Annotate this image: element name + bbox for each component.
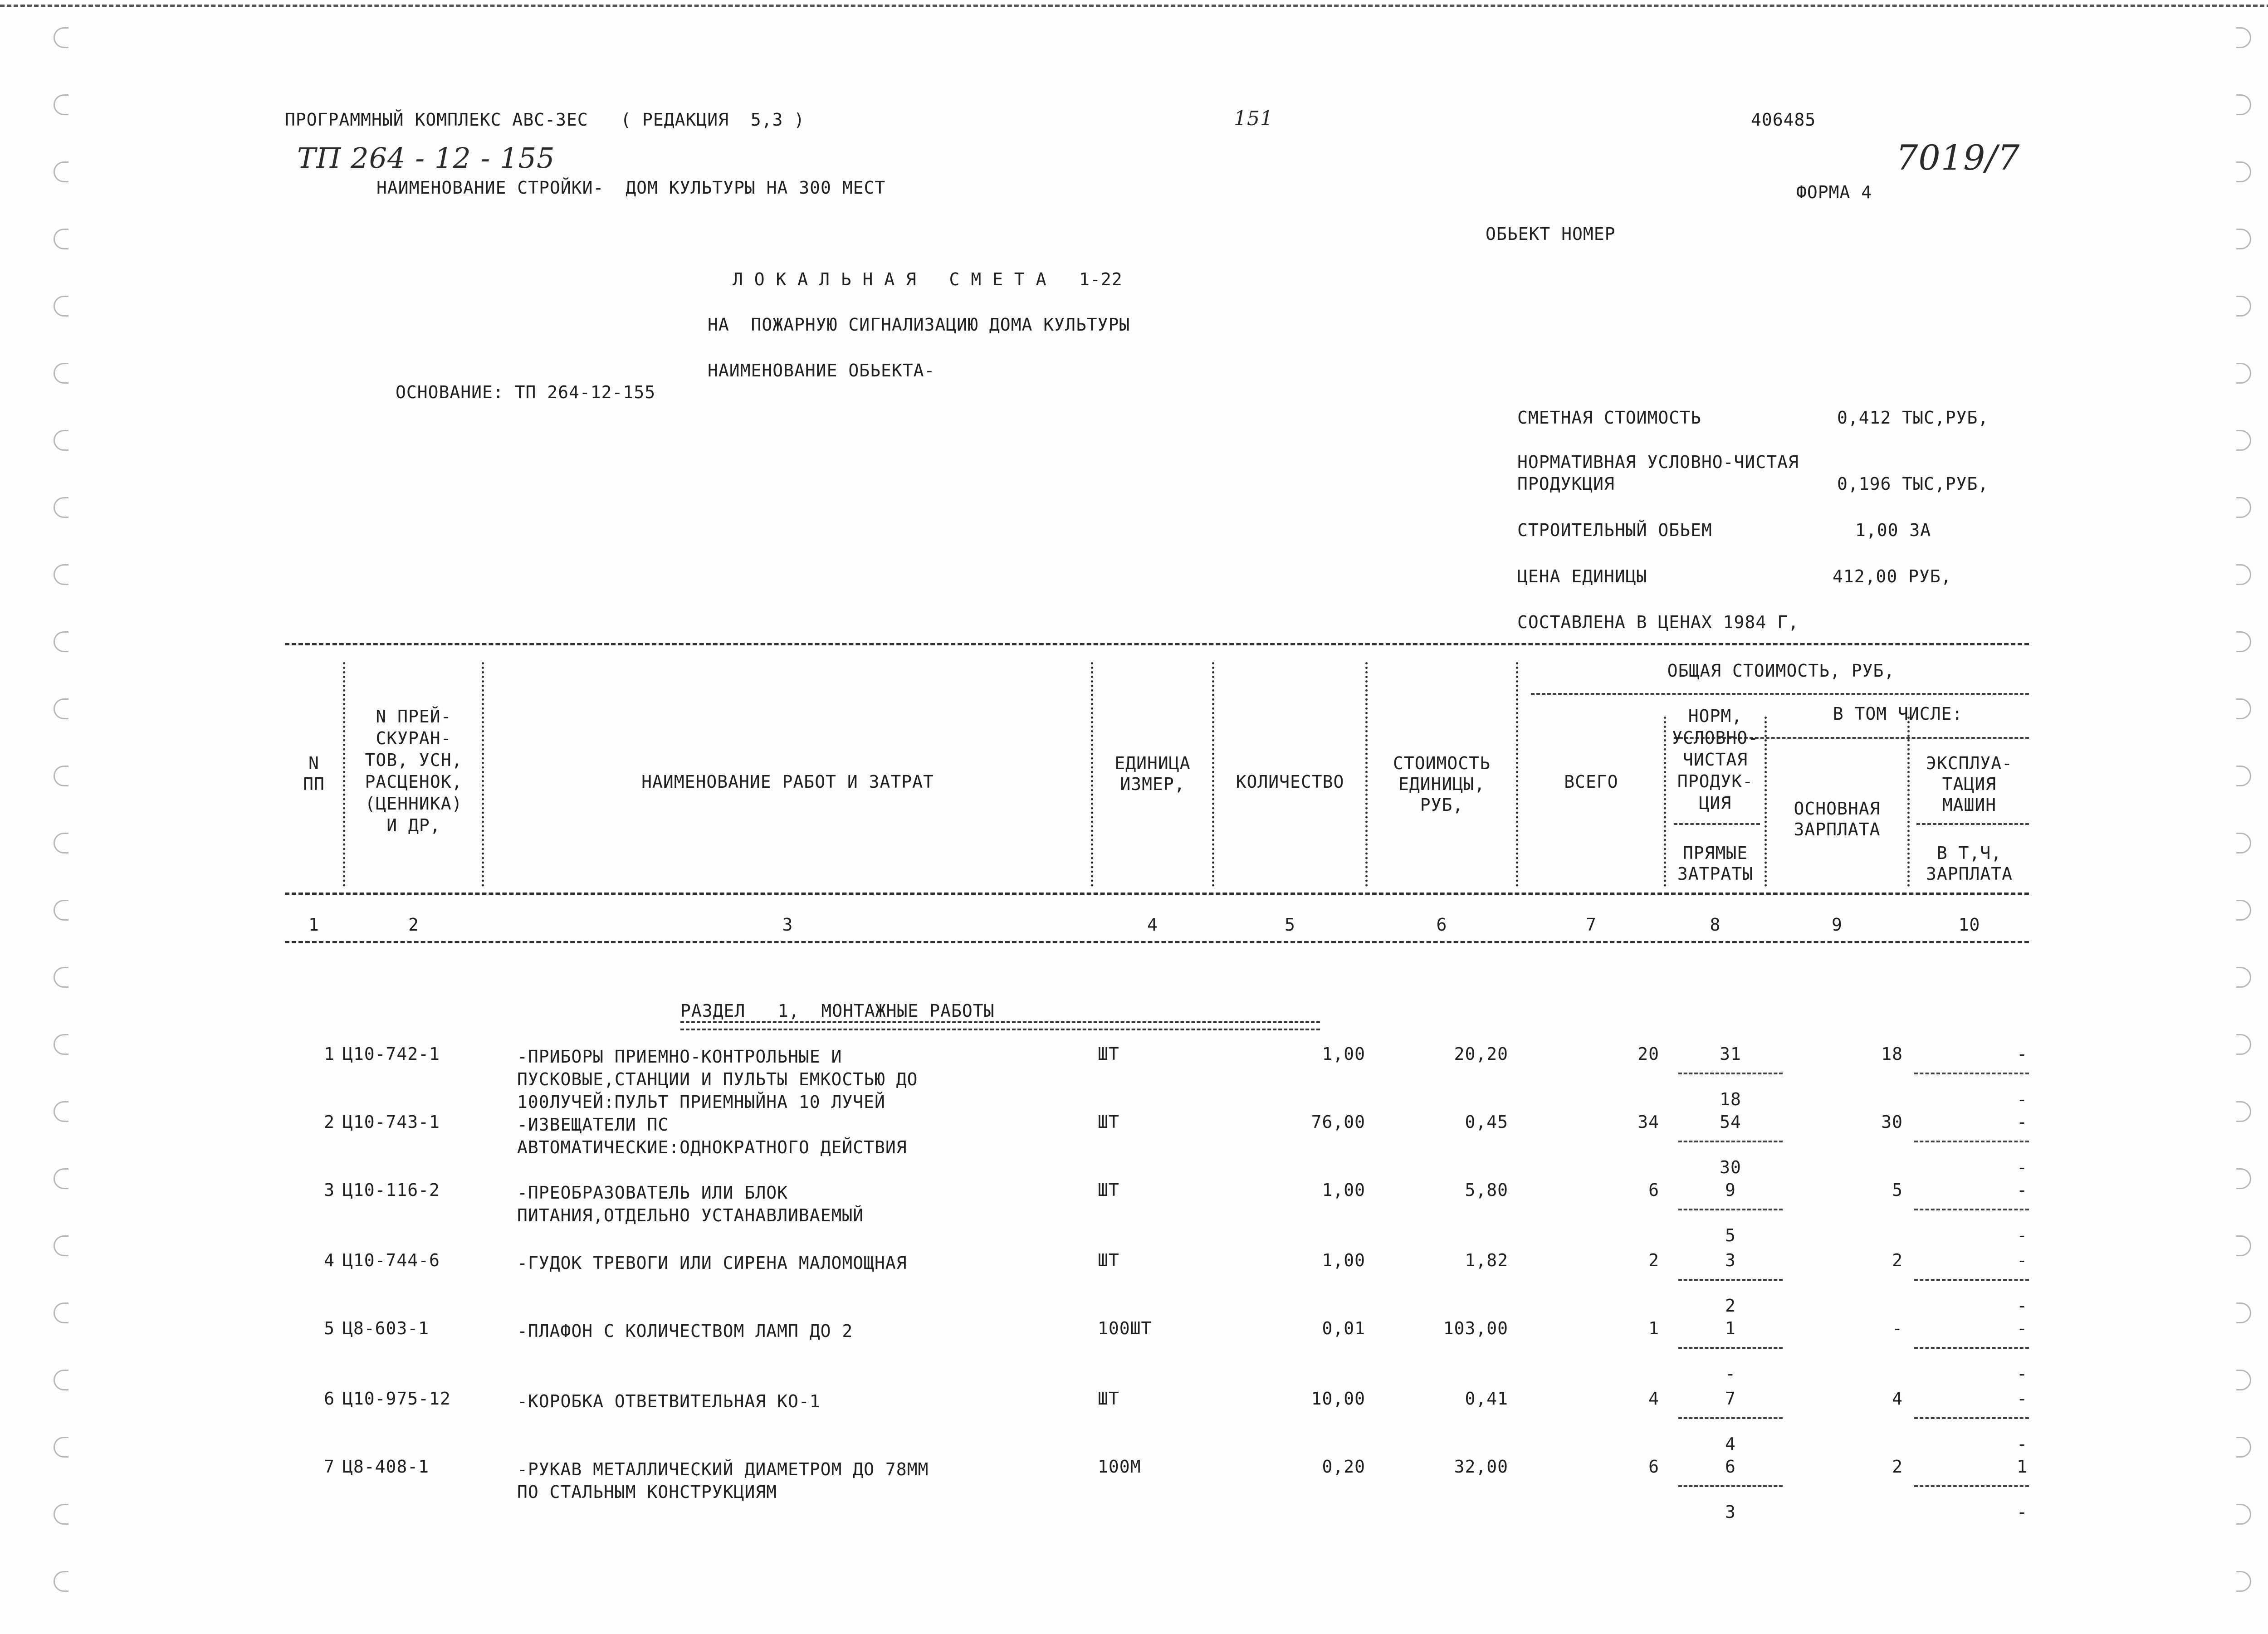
perforation-hole — [54, 161, 68, 182]
perforation-hole — [2236, 1235, 2251, 1256]
basis: ОСНОВАНИЕ: ТП 264-12-155 — [396, 382, 656, 402]
cell-fraction-rule — [1678, 1209, 1783, 1210]
cost-label: СМЕТНАЯ СТОИМОСТЬ — [1517, 408, 1701, 428]
perforation-hole — [2236, 363, 2251, 384]
colnum: 10 — [1958, 915, 1980, 935]
colnum: 7 — [1586, 915, 1597, 935]
row-unit: 100М — [1098, 1457, 1141, 1477]
perforation-hole — [2236, 497, 2251, 518]
perforation-hole — [2236, 698, 2251, 719]
perforation-hole — [54, 1235, 68, 1256]
row-total: 34 — [1637, 1112, 1659, 1132]
object-number: ОБЬЕКТ НОМЕР — [1486, 224, 1616, 244]
row-mach-wage: - — [2017, 1225, 2028, 1245]
perforation-hole — [2236, 1571, 2251, 1592]
row-unit: ШТ — [1098, 1250, 1119, 1270]
perforation-hole — [54, 1370, 68, 1390]
colnum: 2 — [408, 915, 419, 935]
row-price: 32,00 — [1454, 1457, 1508, 1477]
row-total: 6 — [1648, 1457, 1659, 1477]
col-divider — [1516, 662, 1518, 887]
perforation-hole — [2236, 1168, 2251, 1189]
head-c4: ЕДИНИЦА ИЗМЕР, — [1114, 753, 1191, 794]
row-qty: 1,00 — [1322, 1250, 1365, 1270]
row-name: -ИЗВЕЩАТЕЛИ ПС АВТОМАТИЧЕСКИЕ:ОДНОКРАТНОГО ДЕЙСТВИЯ — [517, 1115, 907, 1157]
cell-fraction-rule — [1678, 1417, 1783, 1419]
row-direct: 4 — [1725, 1434, 1736, 1454]
row-mach: 1 — [2017, 1457, 2028, 1477]
perforation-hole — [54, 497, 68, 518]
head-c10a: ЭКСПЛУА- ТАЦИЯ МАШИН — [1926, 753, 2013, 815]
program-header: ПРОГРАММНЫЙ КОМПЛЕКС АВС-ЗЕС ( РЕДАКЦИЯ 5,3 ) — [285, 110, 805, 130]
perforation-hole — [54, 27, 68, 48]
row-price: 20,20 — [1454, 1044, 1508, 1064]
cell-fraction-rule — [1914, 1417, 2029, 1419]
cell-fraction-rule — [1914, 1485, 2029, 1487]
row-number: 2 — [324, 1112, 335, 1132]
row-qty: 10,00 — [1311, 1389, 1365, 1409]
cell-fraction-rule — [1678, 1485, 1783, 1487]
row-price: 0,45 — [1465, 1112, 1508, 1132]
perforation-hole — [2236, 833, 2251, 854]
perforation-hole — [2236, 766, 2251, 786]
col-divider — [343, 662, 345, 887]
col-divider — [1212, 662, 1214, 887]
perforation-hole — [54, 631, 68, 652]
row-code: Ц10-743-1 — [342, 1112, 440, 1132]
row-code: Ц8-408-1 — [342, 1457, 430, 1477]
row-norm: 9 — [1725, 1180, 1736, 1200]
cell-fraction-rule — [1678, 1073, 1783, 1074]
prices-year: СОСТАВЛЕНА В ЦЕНАХ 1984 Г, — [1517, 612, 1799, 632]
cell-fraction-rule — [1678, 1141, 1783, 1142]
section-heading: РАЗДЕЛ 1, МОНТАЖНЫЕ РАБОТЫ — [680, 1001, 995, 1021]
cell-fraction-rule — [1914, 1279, 2029, 1281]
norm-label-2: ПРОДУКЦИЯ — [1517, 474, 1615, 494]
row-number: 6 — [324, 1389, 335, 1409]
row-unit: ШТ — [1098, 1112, 1119, 1132]
page-number: 151 — [1234, 107, 1273, 130]
row-total: 4 — [1648, 1389, 1659, 1409]
cell-fraction-rule — [1678, 1347, 1783, 1349]
total-group-rule — [1531, 693, 2029, 695]
cost-value: 0,412 ТЫС,РУБ, — [1837, 408, 1989, 428]
head-c9: ОСНОВНАЯ ЗАРПЛАТА — [1794, 799, 1881, 839]
mach-split-rule — [1916, 823, 2029, 825]
head-c2: N ПРЕЙ- СКУРАН- ТОВ, УСН, РАСЦЕНОК, (ЦЕННИКА) И ДР, — [365, 707, 463, 835]
row-name: -ПЛАФОН С КОЛИЧЕСТВОМ ЛАМП ДО 2 — [517, 1321, 853, 1341]
row-wage: - — [1892, 1318, 1903, 1338]
perforation-hole — [2236, 967, 2251, 988]
perforation-hole — [54, 564, 68, 585]
row-total: 6 — [1648, 1180, 1659, 1200]
row-unit: ШТ — [1098, 1180, 1119, 1200]
row-number: 7 — [324, 1457, 335, 1477]
head-c8b: ПРЯМЫЕ ЗАТРАТЫ — [1677, 843, 1754, 884]
perforation-hole — [54, 430, 68, 451]
row-qty: 1,00 — [1322, 1180, 1365, 1200]
row-code: Ц10-742-1 — [342, 1044, 440, 1064]
head-c7: ВСЕГО — [1564, 772, 1618, 792]
head-c10b: В Т,Ч, ЗАРПЛАТА — [1926, 843, 2013, 884]
perforation-hole — [54, 833, 68, 854]
perforation-hole — [54, 296, 68, 317]
colnum: 6 — [1436, 915, 1447, 935]
row-norm: 54 — [1720, 1112, 1741, 1132]
row-price: 0,41 — [1465, 1389, 1508, 1409]
perforation-hole — [2236, 631, 2251, 652]
perforation-hole — [2236, 296, 2251, 317]
forma-label: ФОРМА 4 — [1796, 182, 1872, 202]
volume-value: 1,00 ЗА — [1855, 520, 1931, 540]
construction-name: НАИМЕНОВАНИЕ СТРОЙКИ- ДОМ КУЛЬТУРЫ НА 300 МЕСТ — [376, 178, 886, 198]
row-mach-wage: - — [2017, 1089, 2028, 1109]
row-mach: - — [2017, 1318, 2028, 1338]
row-number: 1 — [324, 1044, 335, 1064]
perforation-hole — [54, 363, 68, 384]
colnum: 4 — [1147, 915, 1158, 935]
perforation-hole — [54, 1302, 68, 1323]
row-total: 1 — [1648, 1318, 1659, 1338]
perforation-hole — [2236, 161, 2251, 182]
estimate-subtitle: НА ПОЖАРНУЮ СИГНАЛИЗАЦИЮ ДОМА КУЛЬТУРЫ — [708, 315, 1130, 335]
row-mach: - — [2017, 1180, 2028, 1200]
document-code: 406485 — [1751, 110, 1816, 130]
colnum: 9 — [1832, 915, 1843, 935]
perforation-hole — [54, 1034, 68, 1055]
perforation-hole — [2236, 1034, 2251, 1055]
row-direct: 5 — [1725, 1225, 1736, 1245]
perforation-hole — [54, 967, 68, 988]
perforation-hole — [2236, 1101, 2251, 1122]
perforation-hole — [54, 900, 68, 921]
cell-fraction-rule — [1914, 1073, 2029, 1074]
row-unit: ШТ — [1098, 1389, 1119, 1409]
row-total: 2 — [1648, 1250, 1659, 1270]
row-norm: 1 — [1725, 1318, 1736, 1338]
row-name: -ГУДОК ТРЕВОГИ ИЛИ СИРЕНА МАЛОМОЩНАЯ — [517, 1253, 907, 1273]
head-c6: СТОИМОСТЬ ЕДИНИЦЫ, РУБ, — [1393, 753, 1491, 815]
row-wage: 18 — [1881, 1044, 1903, 1064]
row-qty: 0,20 — [1322, 1457, 1365, 1477]
row-code: Ц8-603-1 — [342, 1318, 430, 1338]
col-divider — [482, 662, 484, 887]
column-numbers-rule — [285, 941, 2029, 943]
row-direct: 30 — [1720, 1157, 1741, 1177]
row-wage: 2 — [1892, 1250, 1903, 1270]
row-price: 103,00 — [1443, 1318, 1508, 1338]
row-norm: 31 — [1720, 1044, 1741, 1064]
perforation-hole — [2236, 229, 2251, 249]
perforation-hole — [2236, 1437, 2251, 1458]
estimate-title: Л О К А Л Ь Н А Я С М Е Т А 1-22 — [733, 269, 1123, 289]
table-top-rule — [285, 643, 2029, 645]
perforated-top-edge — [0, 5, 2268, 7]
row-number: 4 — [324, 1250, 335, 1270]
perforation-hole — [2236, 94, 2251, 115]
perforation-hole — [2236, 430, 2251, 451]
row-mach-wage: - — [2017, 1157, 2028, 1177]
norm-split-rule — [1674, 823, 1760, 825]
colnum: 1 — [308, 915, 319, 935]
cell-fraction-rule — [1914, 1209, 2029, 1210]
colnum: 3 — [782, 915, 793, 935]
perforation-hole — [54, 698, 68, 719]
colnum: 8 — [1710, 915, 1721, 935]
row-mach: - — [2017, 1250, 2028, 1270]
price-value: 412,00 РУБ, — [1833, 566, 1952, 586]
perforation-hole — [2236, 1504, 2251, 1525]
row-direct: 18 — [1720, 1089, 1741, 1109]
section-underline — [680, 1021, 1320, 1030]
perforation-hole — [54, 1437, 68, 1458]
perforation-hole — [54, 1101, 68, 1122]
head-c5: КОЛИЧЕСТВО — [1236, 772, 1344, 792]
perforation-hole — [2236, 900, 2251, 921]
row-total: 20 — [1637, 1044, 1659, 1064]
row-wage: 5 — [1892, 1180, 1903, 1200]
row-qty: 1,00 — [1322, 1044, 1365, 1064]
volume-label: СТРОИТЕЛЬНЫЙ ОБЬЕМ — [1517, 520, 1712, 540]
perforation-hole — [2236, 564, 2251, 585]
row-mach-wage: - — [2017, 1296, 2028, 1316]
colnum: 5 — [1285, 915, 1295, 935]
handwritten-tp: ТП 264 - 12 - 155 — [297, 141, 555, 175]
handwritten-number: 7019/7 — [1896, 137, 2020, 178]
object-name: НАИМЕНОВАНИЕ ОБЬЕКТА- — [708, 361, 935, 380]
head-c1: N ПП — [303, 753, 325, 794]
row-norm: 3 — [1725, 1250, 1736, 1270]
row-norm: 7 — [1725, 1389, 1736, 1409]
row-unit: 100ШТ — [1098, 1318, 1152, 1338]
perforation-hole — [2236, 27, 2251, 48]
row-norm: 6 — [1725, 1457, 1736, 1477]
row-wage: 2 — [1892, 1457, 1903, 1477]
row-mach: - — [2017, 1389, 2028, 1409]
row-name: -КОРОБКА ОТВЕТВИТЕЛЬНАЯ КО-1 — [517, 1391, 821, 1411]
row-direct: - — [1725, 1364, 1736, 1384]
perforation-hole — [54, 94, 68, 115]
price-label: ЦЕНА ЕДИНИЦЫ — [1517, 566, 1647, 586]
row-mach: - — [2017, 1044, 2028, 1064]
table-head-bottom-rule — [285, 893, 2029, 895]
row-mach-wage: - — [2017, 1364, 2028, 1384]
cell-fraction-rule — [1914, 1141, 2029, 1142]
row-name: -ПРИБОРЫ ПРИЕМНО-КОНТРОЛЬНЫЕ И ПУСКОВЫЕ,СТАНЦИИ И ПУЛЬТЫ ЕМКОСТЬЮ ДО 100ЛУЧЕЙ:ПУЛЬТ ПРИЕМНЫЙНА 10 ЛУЧЕЙ — [517, 1047, 918, 1112]
row-price: 1,82 — [1465, 1250, 1508, 1270]
perforation-hole — [54, 766, 68, 786]
perforation-hole — [54, 229, 68, 249]
row-price: 5,80 — [1465, 1180, 1508, 1200]
perforation-hole — [54, 1571, 68, 1592]
row-wage: 30 — [1881, 1112, 1903, 1132]
row-mach-wage: - — [2017, 1434, 2028, 1454]
row-qty: 76,00 — [1311, 1112, 1365, 1132]
row-mach-wage: - — [2017, 1502, 2028, 1522]
row-direct: 3 — [1725, 1502, 1736, 1522]
head-c3: НАИМЕНОВАНИЕ РАБОТ И ЗАТРАТ — [641, 772, 934, 792]
perforation-hole — [2236, 1370, 2251, 1390]
row-code: Ц10-975-12 — [342, 1389, 451, 1409]
cell-fraction-rule — [1678, 1279, 1783, 1281]
norm-value: 0,196 ТЫС,РУБ, — [1837, 474, 1989, 494]
norm-label: НОРМАТИВНАЯ УСЛОВНО-ЧИСТАЯ — [1517, 452, 1799, 472]
head-total-group: ОБЩАЯ СТОИМОСТЬ, РУБ, — [1667, 661, 1895, 681]
row-wage: 4 — [1892, 1389, 1903, 1409]
row-unit: ШТ — [1098, 1044, 1119, 1064]
row-name: -РУКАВ МЕТАЛЛИЧЕСКИЙ ДИАМЕТРОМ ДО 78ММ ПО СТАЛЬНЫМ КОНСТРУКЦИЯМ — [517, 1459, 929, 1502]
head-c8a: НОРМ, УСЛОВНО- ЧИСТАЯ ПРОДУК- ЦИЯ — [1672, 706, 1759, 813]
perforation-hole — [2236, 1302, 2251, 1323]
row-code: Ц10-116-2 — [342, 1180, 440, 1200]
row-mach: - — [2017, 1112, 2028, 1132]
row-name: -ПРЕОБРАЗОВАТЕЛЬ ИЛИ БЛОК ПИТАНИЯ,ОТДЕЛЬНО УСТАНАВЛИВАЕМЫЙ — [517, 1183, 864, 1225]
row-code: Ц10-744-6 — [342, 1250, 440, 1270]
row-qty: 0,01 — [1322, 1318, 1365, 1338]
row-number: 3 — [324, 1180, 335, 1200]
perforation-hole — [54, 1504, 68, 1525]
perforation-hole — [54, 1168, 68, 1189]
cell-fraction-rule — [1914, 1347, 2029, 1349]
row-direct: 2 — [1725, 1296, 1736, 1316]
head-incl: В ТОМ ЧИСЛЕ: — [1833, 704, 1963, 724]
row-number: 5 — [324, 1318, 335, 1338]
